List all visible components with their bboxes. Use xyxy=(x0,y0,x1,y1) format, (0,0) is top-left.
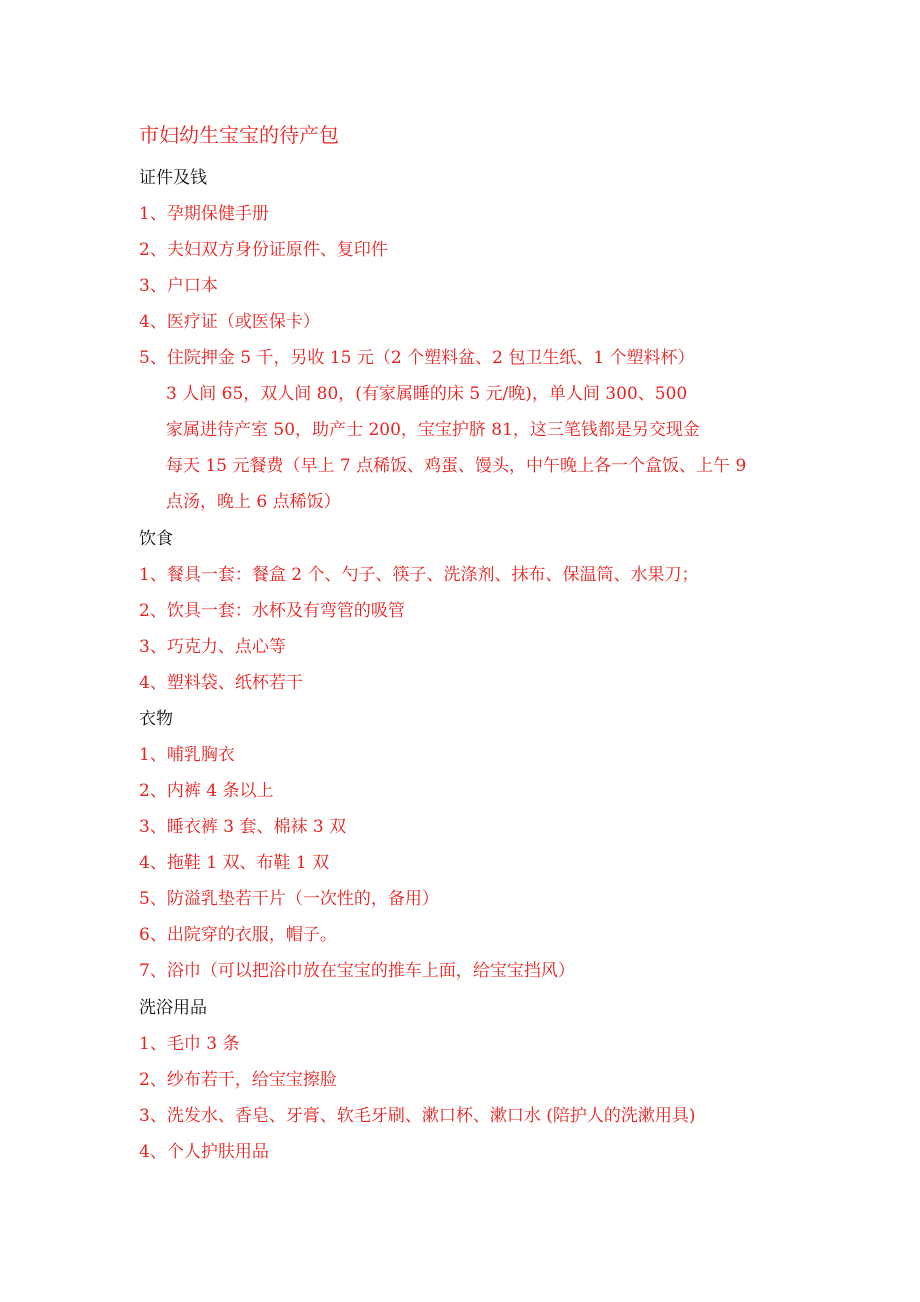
section-heading-bathing: 洗浴用品 xyxy=(139,998,207,1018)
list-item-continuation: 点汤，晚上 6 点稀饭） xyxy=(166,492,341,512)
list-item: 1、餐具一套：餐盒 2 个、勺子、筷子、洗涤剂、抹布、保温筒、水果刀； xyxy=(139,565,699,585)
list-item: 2、纱布若干，给宝宝擦脸 xyxy=(139,1070,337,1090)
list-item: 2、饮具一套：水杯及有弯管的吸管 xyxy=(139,601,405,621)
list-item: 3、户口本 xyxy=(139,276,218,296)
list-item-continuation: 3 人间 65，双人间 80，(有家属睡的床 5 元/晚)，单人间 300、500 xyxy=(166,384,688,404)
list-item: 4、塑料袋、纸杯若干 xyxy=(139,673,303,693)
list-item: 1、孕期保健手册 xyxy=(139,204,269,224)
list-item: 6、出院穿的衣服，帽子。 xyxy=(139,925,337,945)
list-item-continuation: 家属进待产室 50，助产士 200，宝宝护脐 81，这三笔钱都是另交现金 xyxy=(166,420,700,440)
list-item: 5、防溢乳垫若干片（一次性的，备用） xyxy=(139,889,439,909)
list-item: 7、浴巾（可以把浴巾放在宝宝的推车上面，给宝宝挡风） xyxy=(139,961,575,981)
list-item: 4、个人护肤用品 xyxy=(139,1142,269,1162)
list-item: 4、拖鞋 1 双、布鞋 1 双 xyxy=(139,853,330,873)
list-item: 3、睡衣裤 3 套、棉袜 3 双 xyxy=(139,817,347,837)
list-item: 2、内裤 4 条以上 xyxy=(139,781,274,801)
list-item: 1、毛巾 3 条 xyxy=(139,1034,240,1054)
section-heading-documents: 证件及钱 xyxy=(139,168,207,188)
list-item: 3、巧克力、点心等 xyxy=(139,637,286,657)
list-item: 5、住院押金 5 千，另收 15 元（2 个塑料盆、2 包卫生纸、1 个塑料杯） xyxy=(139,348,695,368)
list-item-continuation: 每天 15 元餐费（早上 7 点稀饭、鸡蛋、馒头，中午晚上各一个盒饭、上午 9 xyxy=(166,456,747,476)
section-heading-food: 饮食 xyxy=(139,529,173,549)
list-item: 2、夫妇双方身份证原件、复印件 xyxy=(139,240,388,260)
list-item: 3、洗发水、香皂、牙膏、软毛牙刷、漱口杯、漱口水 (陪护人的洗漱用具) xyxy=(139,1106,696,1126)
list-item: 1、哺乳胸衣 xyxy=(139,745,235,765)
page-title: 市妇幼生宝宝的待产包 xyxy=(139,123,339,147)
section-heading-clothing: 衣物 xyxy=(139,709,173,729)
list-item: 4、医疗证（或医保卡） xyxy=(139,312,320,332)
